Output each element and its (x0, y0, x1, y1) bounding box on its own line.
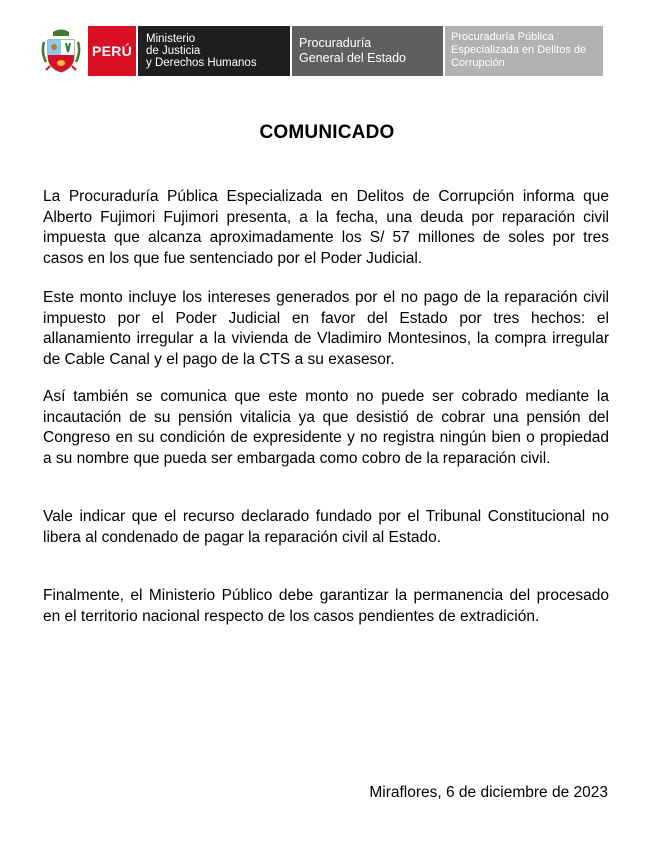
paragraph-5: Finalmente, el Ministerio Público debe garantizar la permanencia del procesado en el territorio nacional respecto de los casos pendientes de extradición. (43, 587, 609, 625)
paragraph-1: La Procuraduría Pública Especializada en Delitos de Corrupción informa que Alberto Fujimori Fujimori presenta, a la fecha, una deuda por reparación civil impuesta que alcanza aproximadamente los S/ 57 millones de soles por tres casos en los que fue sentenciado por el Poder Judicial. (43, 188, 609, 267)
ministry-line-1: Ministerio (146, 33, 196, 45)
procuraduria-especial-line-1: Procuraduría Pública (451, 31, 554, 43)
institutional-header (40, 26, 603, 76)
paragraph-3: Así también se comunica que este monto no puede ser cobrado mediante la incautación de su pensión vitalicia ya que desistió de cobrar una pensión del Congreso en su condición de expresidente y no registra ningún bien o propiedad a su nombre que pueda ser embargada como cobro de la reparación civil. (43, 388, 609, 467)
paragraph-2: Este monto incluye los intereses generados por el no pago de la reparación civil impuesto por el Poder Judicial en favor del Estado por tres hechos: el allanamiento irregular a la vivienda de Vladimiro Montesinos, la compra irregular de Cable Canal y el pago de la CTS a su exasesor. (43, 289, 609, 368)
procuraduria-general-line-1: Procuraduría (299, 36, 372, 50)
ministry-badge (138, 26, 290, 76)
procuraduria-general-badge (292, 26, 443, 76)
place-date-signature: Miraflores, 6 de diciembre de 2023 (369, 784, 608, 801)
procuraduria-especial-line-2: Especializada en Delitos de (451, 44, 587, 56)
ministry-line-2: de Justicia (146, 45, 201, 57)
paragraph-4: Vale indicar que el recurso declarado fundado por el Tribunal Constitucional no libera al condenado de pagar la reparación civil al Estado. (43, 508, 609, 546)
procuraduria-especial-line-3: Corrupción (451, 57, 505, 69)
procuraduria-general-line-2: General del Estado (299, 51, 407, 65)
ministry-line-3: y Derechos Humanos (146, 57, 257, 69)
document-title: COMUNICADO (259, 122, 395, 143)
procuraduria-especial-badge (445, 26, 603, 76)
country-badge: PERÚ (88, 26, 136, 76)
coat-of-arms-icon (40, 26, 82, 76)
